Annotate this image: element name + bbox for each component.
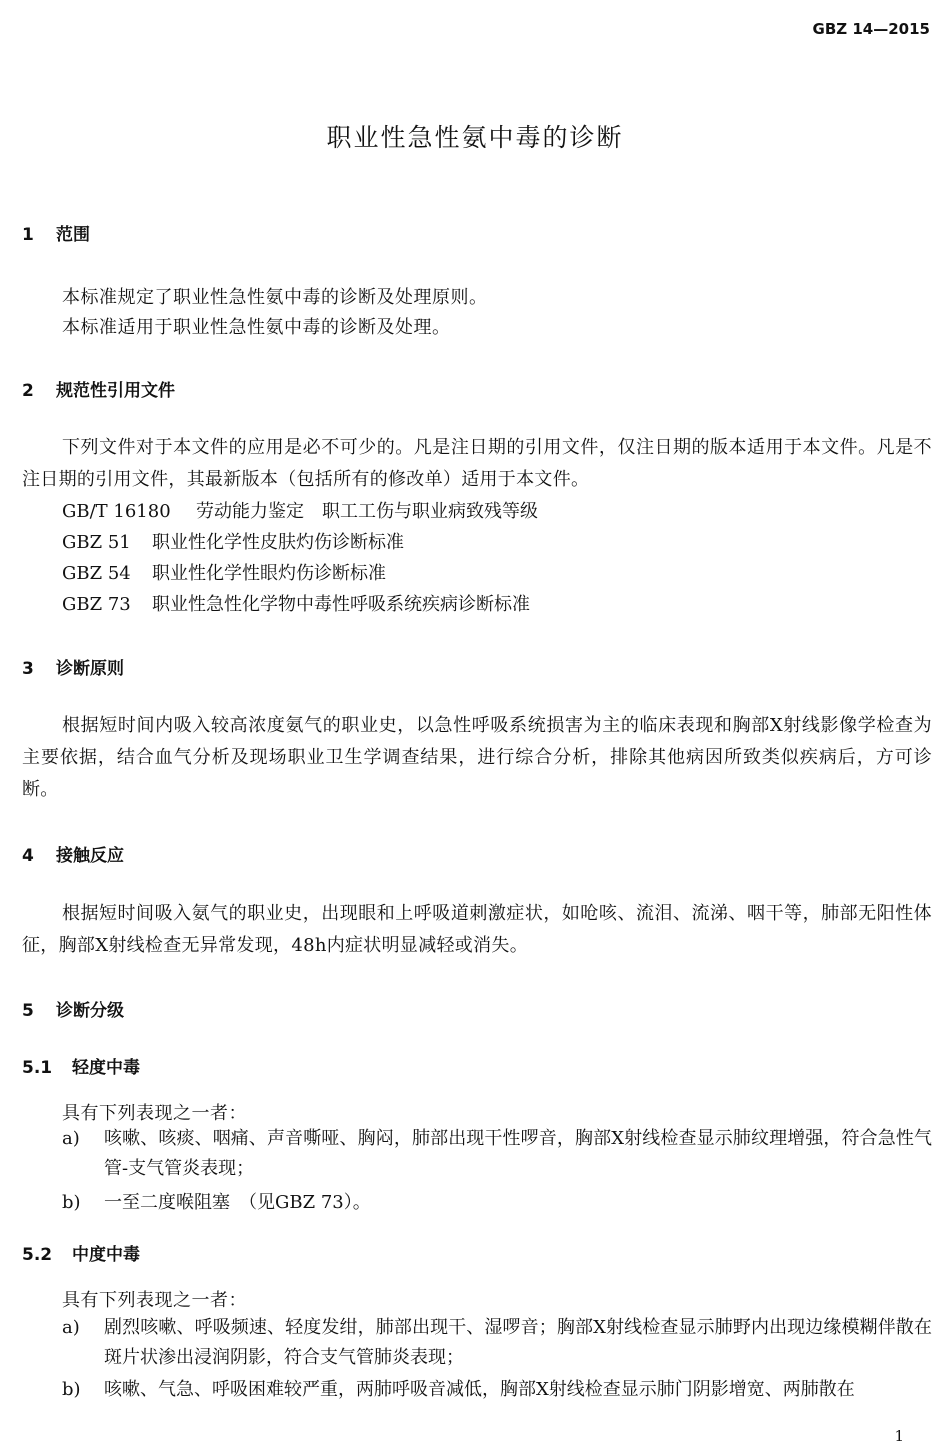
- section-number: 3: [22, 659, 34, 679]
- section-heading-5: [22, 996, 124, 1021]
- reference-code: GBZ 51: [62, 532, 131, 553]
- reference-code: GB/T 16180: [62, 501, 171, 522]
- reference-item: [62, 497, 538, 523]
- section-number: 1: [22, 225, 34, 245]
- section-heading-1: [22, 220, 90, 245]
- list-item-text: 咳嗽、咳痰、咽痛、声音嘶哑、胸闷，肺部出现干性啰音，胸部X射线检查显示肺纹理增强，符合急性气管-支气管炎表现；: [104, 1128, 932, 1179]
- section-title: 诊断分级: [56, 1001, 124, 1021]
- list-item: [62, 1124, 932, 1184]
- page-number: 1: [894, 1427, 904, 1445]
- reference-item: [62, 590, 530, 616]
- subsection-title: 中度中毒: [72, 1245, 140, 1265]
- list-intro: 具有下列表现之一者：: [62, 1290, 247, 1311]
- list-item-label: b): [62, 1192, 81, 1213]
- reference-code: GBZ 54: [62, 563, 131, 584]
- reference-title: 职业性化学性眼灼伤诊断标准: [152, 563, 386, 584]
- section-number: 2: [22, 381, 34, 401]
- document-title: 职业性急性氨中毒的诊断: [326, 123, 624, 152]
- paragraph: 本标准适用于职业性急性氨中毒的诊断及处理。: [62, 317, 451, 338]
- section-number: 5: [22, 1001, 34, 1021]
- reference-title: 劳动能力鉴定 职工工伤与职业病致残等级: [196, 501, 538, 522]
- list-item: [62, 1313, 932, 1373]
- list-intro: 具有下列表现之一者：: [62, 1103, 247, 1124]
- subsection-heading-5-2: [22, 1240, 140, 1265]
- subsection-heading-5-1: [22, 1053, 140, 1078]
- list-item-text: 一至二度喉阻塞 （见GBZ 73）。: [104, 1192, 371, 1213]
- reference-code: GBZ 73: [62, 594, 131, 615]
- section-title: 规范性引用文件: [56, 381, 175, 401]
- section-title: 接触反应: [56, 846, 124, 866]
- list-item: [62, 1375, 932, 1405]
- standard-code: GBZ 14—2015: [812, 20, 930, 38]
- list-item-label: b): [62, 1379, 81, 1400]
- section-title: 诊断原则: [56, 659, 124, 679]
- section-heading-4: [22, 841, 124, 866]
- paragraph: 本标准规定了职业性急性氨中毒的诊断及处理原则。: [62, 287, 488, 308]
- subsection-number: 5.1: [22, 1058, 53, 1078]
- section-heading-3: [22, 654, 124, 679]
- section-heading-2: [22, 376, 175, 401]
- reference-item: [62, 528, 404, 554]
- reference-item: [62, 559, 386, 585]
- list-item-label: a): [62, 1317, 80, 1338]
- section-number: 4: [22, 846, 34, 866]
- paragraph: 根据短时间吸入氨气的职业史，出现眼和上呼吸道刺激症状，如呛咳、流泪、流涕、咽干等，肺部无阳性体征，胸部X射线检查无异常发现，48h内症状明显减轻或消失。: [22, 903, 932, 956]
- section-title: 范围: [56, 225, 90, 245]
- list-item-text: 剧烈咳嗽、呼吸频速、轻度发绀，肺部出现干、湿啰音；胸部X射线检查显示肺野内出现边缘模糊伴散在斑片状渗出浸润阴影，符合支气管肺炎表现；: [104, 1317, 932, 1368]
- subsection-number: 5.2: [22, 1245, 53, 1265]
- list-item-text: 咳嗽、气急、呼吸困难较严重，两肺呼吸音减低，胸部X射线检查显示肺门阴影增宽、两肺散在: [104, 1379, 855, 1400]
- reference-title: 职业性化学性皮肤灼伤诊断标准: [152, 532, 404, 553]
- list-item-label: a): [62, 1128, 80, 1149]
- reference-title: 职业性急性化学物中毒性呼吸系统疾病诊断标准: [152, 594, 530, 615]
- list-item: [62, 1188, 932, 1218]
- paragraph: 下列文件对于本文件的应用是必不可少的。凡是注日期的引用文件，仅注日期的版本适用于本文件。凡是不注日期的引用文件，其最新版本（包括所有的修改单）适用于本文件。: [22, 437, 932, 490]
- paragraph: 根据短时间内吸入较高浓度氨气的职业史，以急性呼吸系统损害为主的临床表现和胸部X射线影像学检查为主要依据，结合血气分析及现场职业卫生学调查结果，进行综合分析，排除其他病因所致类似疾病后，方可诊断。: [22, 715, 932, 800]
- subsection-title: 轻度中毒: [72, 1058, 140, 1078]
